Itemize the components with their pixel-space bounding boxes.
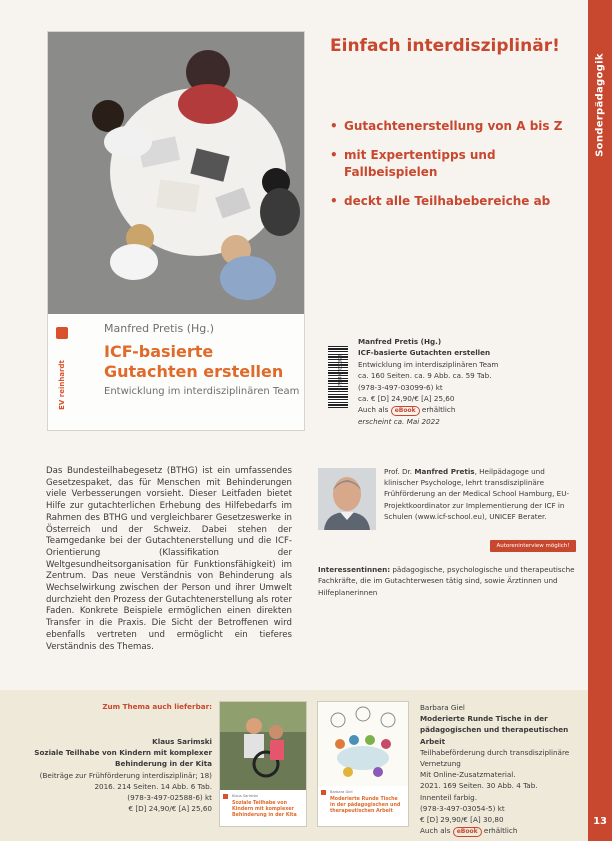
related-2-title: Moderierte Runde Tische in der pädagogischen und therapeutischen Arbeit: [420, 714, 569, 746]
biblio-release: erscheint ca. Mai 2022: [358, 417, 440, 427]
publisher-name: EV reinhardt: [58, 360, 66, 410]
audience-label: Interessentinnen:: [318, 565, 391, 574]
page-number: 13: [593, 816, 607, 827]
biblio-author: Manfred Pretis (Hg.): [358, 337, 442, 346]
related-2-subtitle: Teilhabeförderung durch transdisziplinäre Vernetzung: [420, 747, 570, 769]
related-1-series: (Beiträge zur Frühförderung interdisziplinär; 18): [39, 770, 212, 780]
related-1-isbn: (978-3-497-02588-6) kt: [127, 793, 212, 803]
related-book-2-cover: [318, 702, 408, 826]
related-1-cover-author: Klaus Sarimski: [232, 794, 259, 798]
biblio-price: ca. € [D] 24,90/€ [A] 25,60: [358, 394, 455, 404]
related-2-isbn: (978-3-497-03054-5) kt: [420, 803, 505, 813]
section-label: Sonderpädagogik: [594, 53, 606, 157]
feature-list: [330, 118, 570, 222]
related-book-1-info: [20, 736, 212, 814]
related-1-author: Klaus Sarimski: [152, 737, 212, 746]
related-2-color-note: Innenteil farbig.: [420, 792, 478, 802]
bibliographic-info: [358, 336, 558, 428]
related-book-1-cover: [220, 702, 306, 826]
cover-photo: [48, 32, 304, 314]
related-1-cover-title: Soziale Teilhabe von Kindern mit komplexer Behinderung in der Kita: [232, 801, 297, 818]
feature-item: • Gutachtenerstellung von A bis Z: [330, 118, 570, 135]
author-interview-button[interactable]: Autoreninterview möglich!: [490, 540, 576, 552]
related-1-price: € [D] 24,90/€ [A] 25,60: [128, 804, 212, 814]
book-description: Das Bundesteilhabegesetz (BTHG) ist ein umfassendes Gesetzespaket, das für Menschen mit Behinderungen viele Verbesserungen vorsieht. Dieser Leitfaden bietet Hilfe zur gutachterlichen Erhebung des Hilfebedarfs im Rahmen des BTHG und vergleichbarer Gesetzeswerke in Österreich und der Schweiz. Dabei stehen der Teamgedanke bei der Gutachtenerstellung und die ICF-Orientierung (Klassifikation der Weltgesundheitsorganisation für Funktionsfähigkeit) im Zentrum. Das neue Verständnis von Behinderung als Wechselwirkung zwischen der Person und ihrer Umwelt durchzieht den Prozess der Gutachtenerstellung als roter Faden. Konkrete Beispiele ermöglichen einen direkten Transfer in die Praxis. Die Sicht der Betroffenen wird ebenfalls vertreten und ermöglicht ein tieferes Verständnis des Themas.: [46, 466, 292, 652]
also-available-heading: Zum Thema auch lieferbar:: [102, 702, 212, 711]
publisher-spine-mark: [56, 327, 68, 423]
author-photo: [318, 468, 376, 530]
related-2-cover-title: Moderierte Runde Tische in der pädagogischen und therapeutischen Arbeit: [330, 797, 401, 814]
headline: Einfach interdisziplinär!: [330, 36, 560, 56]
related-2-publisher-icon: [321, 790, 326, 795]
related-2-cover-graphic: [318, 702, 408, 786]
related-2-cover-author: Barbara Giel: [330, 790, 353, 794]
biblio-specs: ca. 160 Seiten. ca. 9 Abb. ca. 59 Tab.: [358, 371, 492, 381]
cover-subtitle: Entwicklung im interdisziplinären Team: [104, 386, 300, 397]
biblio-ebook-line: Auch als eBook erhältlich: [358, 405, 456, 415]
publisher-logo-icon: [56, 327, 68, 339]
ebook-badge-icon: eBook: [453, 827, 482, 837]
related-2-specs: 2021. 169 Seiten. 30 Abb. 4 Tab.: [420, 781, 538, 791]
related-1-publisher-icon: [223, 794, 228, 799]
related-2-price: € [D] 29,90/€ [A] 30,80: [420, 815, 504, 825]
related-1-cover-photo: [220, 702, 306, 790]
related-2-ebook-line: Auch als eBook erhältlich: [420, 826, 518, 836]
author-bio: Prof. Dr. Manfred Pretis, Heilpädagoge und klinischer Psychologe, lehrt transdisziplinäre Frühförderung an der Medical School Hamburg, EU-Projektkoordinator zur Implementierung der ICF in Schulen (www.icf-school.eu), UNICEF Berater.: [384, 467, 570, 521]
biblio-title: ICF-basierte Gutachten erstellen: [358, 348, 491, 358]
related-1-title: Soziale Teilhabe von Kindern mit komplexer Behinderung in der Kita: [34, 748, 212, 769]
cover-title: ICF-basierte Gutachten erstellen: [104, 342, 284, 381]
cover-author: Manfred Pretis (Hg.): [104, 322, 215, 335]
related-2-author: Barbara Giel: [420, 703, 465, 712]
ebook-badge-icon: eBook: [391, 406, 420, 416]
biblio-isbn: (978-3-497-03099-6) kt: [358, 382, 443, 392]
cover-photo-illustration: [48, 32, 304, 314]
feature-item: • deckt alle Teilhabebereiche ab: [330, 193, 570, 210]
related-2-extra: Mit Online-Zusatzmaterial.: [420, 770, 516, 780]
related-1-cover-illustration: [220, 702, 306, 790]
related-2-cover-illustration: [318, 702, 408, 786]
feature-item: • mit Expertentipps und Fallbeispielen: [330, 147, 570, 181]
author-portrait-illustration: [318, 468, 376, 530]
target-audience: Interessentinnen: pädagogische, psychologische und therapeutische Fachkräfte, die im Gutachterwesen tätig sind, sowie Ärztinnen und Hilfeplanerinnen: [318, 565, 575, 597]
barcode-number: 9 783497 030998: [337, 354, 343, 391]
author-name: Manfred Pretis: [414, 467, 475, 476]
biblio-subtitle: Entwicklung im interdisziplinären Team: [358, 359, 499, 369]
related-book-2-info: [420, 702, 588, 837]
related-1-specs: 2016. 214 Seiten. 14 Abb. 6 Tab.: [94, 781, 212, 791]
